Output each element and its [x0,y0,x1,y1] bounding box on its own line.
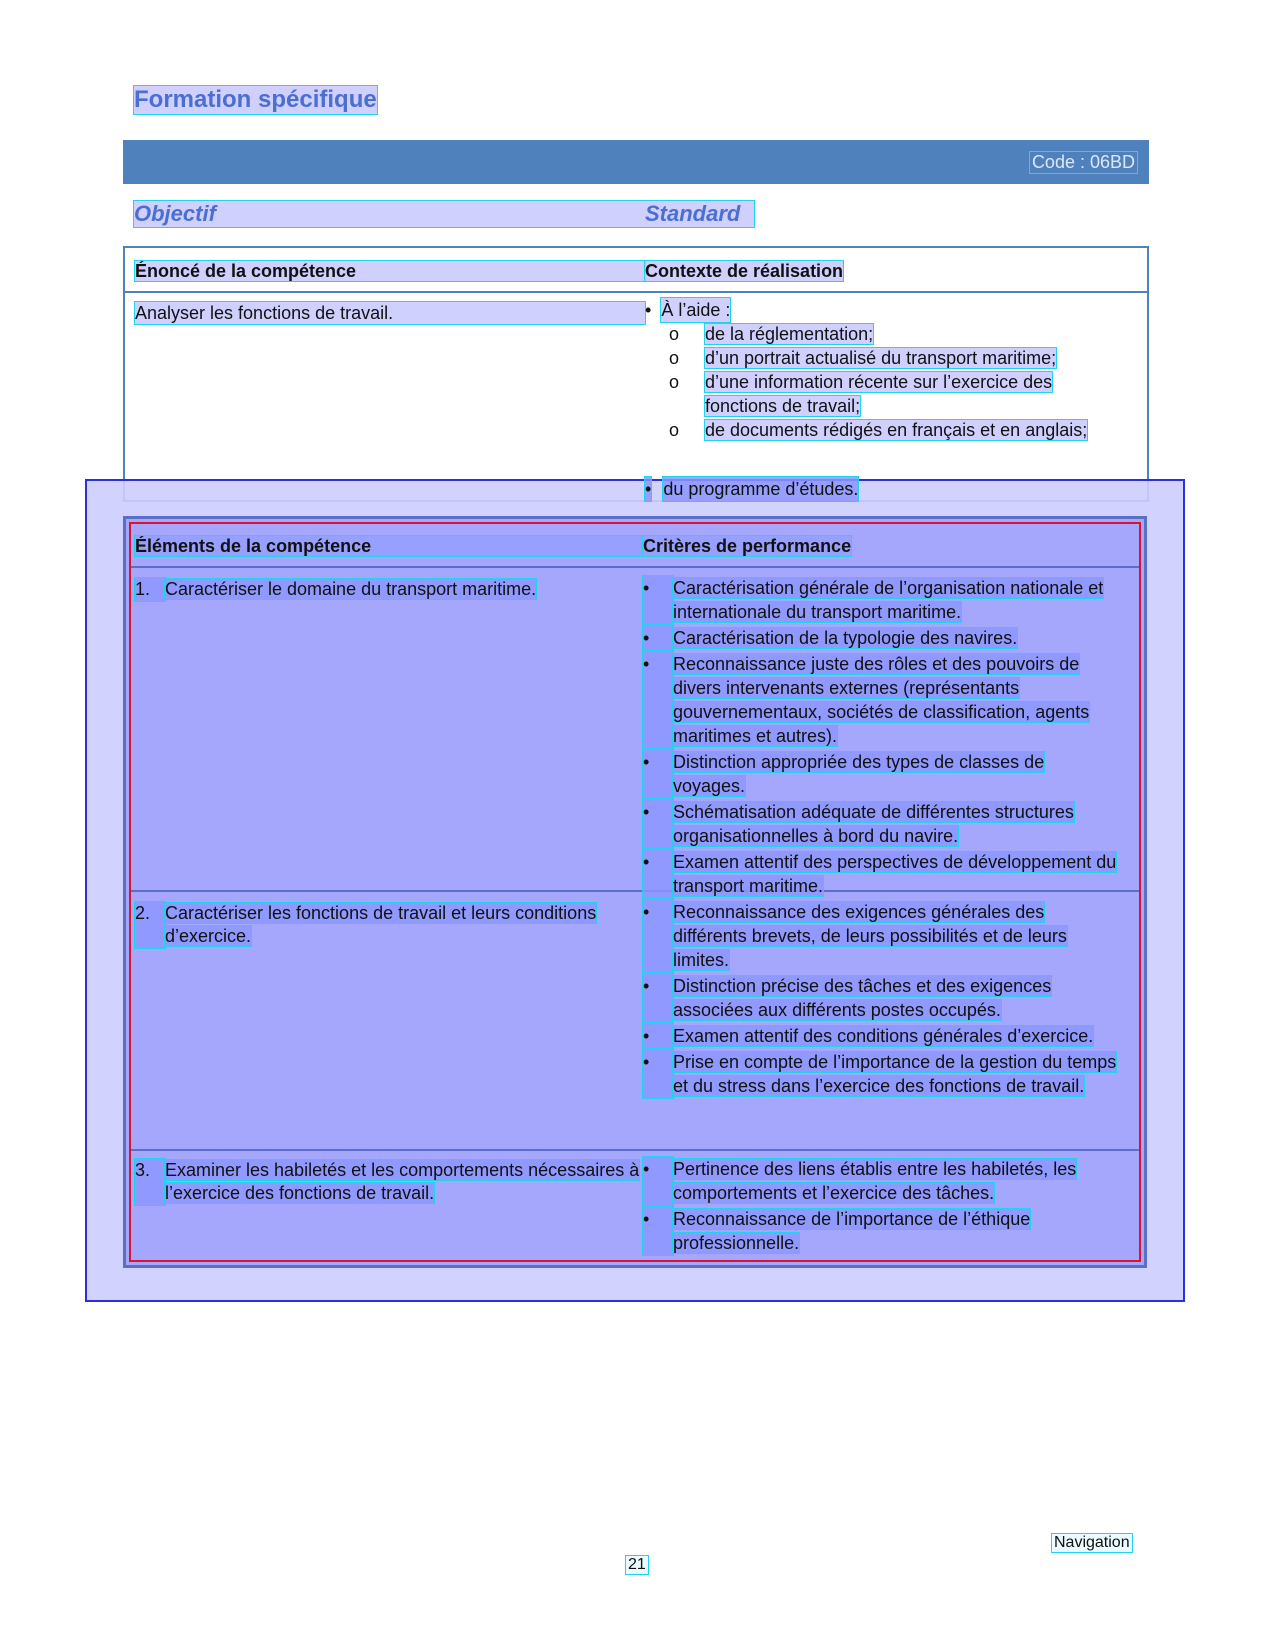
criterion: Prise en compte de l’importance de la gestion du temps et du stress dans l’exercice des fonctions de travail. [673,1052,1117,1096]
page-number: 21 [628,1556,646,1573]
criterion: Examen attentif des conditions générales d’exercice. [673,1026,1094,1046]
criterion: Reconnaissance de l’importance de l’éthique professionnelle. [673,1209,1031,1253]
context-last: du programme d’études. [663,479,859,499]
criteria-list [643,1157,1119,1257]
bullet-icon: • [643,1024,673,1048]
elements-col-right: Critères de performance [643,536,852,556]
course-code: Code : 06BD [1031,152,1135,172]
context-item-text: d’un portrait actualisé du transport maritime; [705,348,1057,368]
criterion: Reconnaissance juste des rôles et des pouvoirs de divers intervenants externes (représentants gouvernementaux, sociétés de classification, agents maritimes et autres). [673,654,1090,746]
elements-table [123,516,1147,1268]
element-label: Caractériser le domaine du transport maritime. [165,579,537,599]
element-label: Examiner les habiletés et les comportements nécessaires à l’exercice des fonctions de travail. [165,1160,640,1203]
elements-col-left: Éléments de la compétence [135,536,645,556]
header-banner [123,140,1149,184]
element-number: 3. [135,1159,165,1205]
element-3 [135,1159,645,1205]
circle-bullet-icon: o [669,420,680,440]
context-item-text: de documents rédigés en français et en anglais; [705,420,1088,440]
context-item [669,322,1115,346]
table-row [131,1151,1139,1261]
element-number: 2. [135,902,165,948]
competence-table [123,246,1149,502]
criterion: Schématisation adéquate de différentes structures organisationnelles à bord du navire. [673,802,1074,846]
element-2 [135,902,645,948]
criterion: Caractérisation générale de l’organisation nationale et internationale du transport maritime. [673,578,1104,622]
table-row [131,892,1139,1151]
bullet-icon: • [643,1157,673,1205]
elements-selection-frame [129,522,1141,1262]
element-number: 1. [135,578,165,601]
bullet-icon: • [643,900,673,972]
criterion: Distinction précise des tâches et des exigences associées aux différents postes occupés. [673,976,1052,1020]
page-title: Formation spécifique [134,86,377,113]
context-item-text: d’une information récente sur l’exercice des fonctions de travail; [705,372,1053,416]
bullet-icon: • [645,479,652,499]
circle-bullet-icon: o [669,348,680,368]
context-item-text: de la réglementation; [705,324,874,344]
competence-header [125,248,1147,293]
bullet-icon: • [643,750,673,798]
competence-col-left: Énoncé de la compétence [135,261,645,281]
element-label: Caractériser les fonctions de travail et leurs conditions d’exercice. [165,903,597,946]
context-item [669,370,1115,418]
competence-statement: Analyser les fonctions de travail. [135,302,645,324]
bullet-icon: • [643,576,673,624]
context-last-item [645,471,1115,501]
elements-header [131,524,1139,568]
bullet-icon: • [643,800,673,848]
criterion: Pertinence des liens établis entre les habiletés, les comportements et l’exercice des tâches. [673,1159,1077,1203]
criteria-list [643,576,1119,900]
bullet-icon: • [643,652,673,748]
bullet-icon: • [643,1207,673,1255]
context-list [645,298,1115,442]
criterion: Distinction appropriée des types de classes de voyages. [673,752,1045,796]
criteria-list [643,900,1119,1100]
bullet-icon: • [643,974,673,1022]
bullet-icon: • [645,300,652,320]
context-intro-item [645,298,1115,322]
navigation-link[interactable]: Navigation [1054,1534,1130,1551]
criterion: Caractérisation de la typologie des navires. [673,628,1018,648]
element-1 [135,578,645,601]
bullet-icon: • [643,1050,673,1098]
criterion: Reconnaissance des exigences générales des différents brevets, de leurs possibilités et de leurs limites. [673,902,1067,970]
section-standard: Standard [645,201,741,226]
context-item [669,418,1115,442]
bullet-icon: • [643,850,673,898]
context-intro: À l’aide : [661,300,731,320]
table-row [131,568,1139,896]
bullet-icon: • [643,626,673,650]
circle-bullet-icon: o [669,372,680,392]
competence-col-right: Contexte de réalisation [645,261,844,281]
circle-bullet-icon: o [669,324,680,344]
context-item [669,346,1115,370]
criterion: Examen attentif des perspectives de développement du transport maritime. [673,852,1117,896]
section-objective: Objectif [134,201,754,227]
